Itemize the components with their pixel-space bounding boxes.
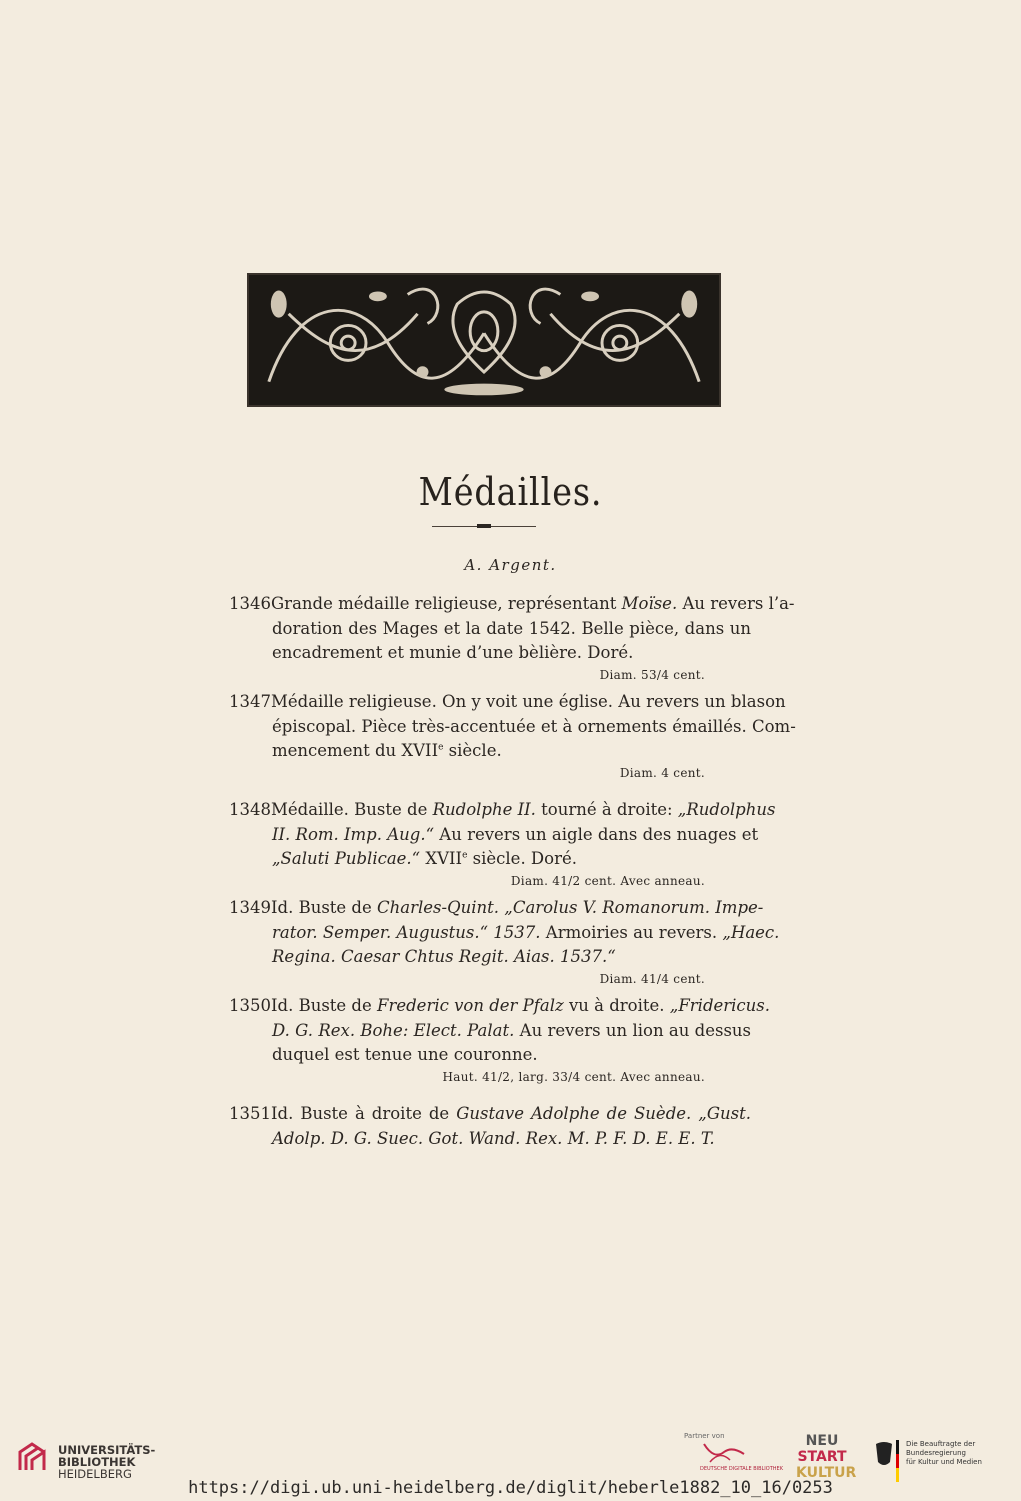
ddb-logo-icon — [700, 1440, 748, 1466]
text-run: e — [438, 742, 444, 753]
neustart-line: KULTUR — [796, 1465, 857, 1481]
section-heading: A. Argent. — [464, 556, 557, 574]
text-run: Regina. Caesar Chtus Regit. Aias. 1537.“ — [272, 947, 616, 966]
text-run: Frederic von der Pfalz — [377, 996, 564, 1015]
text-run: Rudolphe II. — [432, 800, 536, 819]
text-run: „Rudolphus — [677, 800, 776, 819]
text-run: duquel est tenue une couronne. — [272, 1045, 538, 1064]
text-run: II. Rom. Imp. Aug.“ — [272, 824, 435, 844]
entry-text — [271, 1102, 751, 1127]
text-run: cent. — [669, 971, 705, 986]
entry-dimension — [229, 1068, 751, 1086]
text-run: 1/2 — [490, 1069, 511, 1084]
text-run: Moïse. — [621, 594, 678, 613]
entry-line — [229, 896, 764, 921]
bkm-line: Die Beauftragte der Bundesregierung — [906, 1440, 976, 1457]
entry-line — [229, 690, 786, 715]
text-run: , larg. 3 — [510, 1069, 561, 1084]
library-name-line: HEIDELBERG — [58, 1467, 132, 1481]
entry-text — [271, 592, 795, 617]
catalogue-entry — [229, 690, 796, 782]
text-run: Adolp. D. G. Suec. Got. Wand. Rex. M. P. F. D. E. E. T. — [272, 1128, 715, 1148]
text-run: Charles-Quint. — [377, 898, 500, 917]
text-run: e — [462, 850, 468, 861]
entry-text — [272, 921, 779, 946]
entry-line — [229, 823, 759, 848]
bkm-text — [906, 1440, 1010, 1467]
entry-text — [272, 1019, 751, 1044]
entry-dimension — [229, 764, 751, 782]
entry-number: 1347 — [229, 692, 271, 711]
entry-line — [229, 994, 771, 1019]
entry-text — [271, 690, 786, 715]
entry-text — [272, 1127, 751, 1152]
text-run: XVII — [420, 849, 463, 868]
entry-line — [229, 798, 776, 823]
title-rule-ornament — [477, 524, 491, 528]
entry-line — [229, 1019, 751, 1044]
entry-line — [229, 921, 780, 946]
entry-text — [272, 1043, 751, 1068]
text-run: 3/4 — [648, 667, 670, 682]
library-name-line: BIBLIOTHEK — [58, 1455, 136, 1469]
text-run: 1/4 — [648, 971, 670, 986]
text-run: épiscopal. Pièce très-accentuée et à ornements émaillés. Com- — [272, 716, 796, 736]
entry-number: 1346 — [229, 594, 271, 613]
text-run: Armoiries au revers. — [540, 922, 723, 942]
entry-number: 1349 — [229, 898, 271, 917]
text-run: Médaille. Buste de — [271, 800, 433, 819]
text-run: cent. — [669, 667, 705, 682]
text-run: Au revers un aigle dans des nuages et — [434, 824, 759, 844]
entry-text — [271, 896, 763, 921]
ornament-illustration — [249, 275, 719, 405]
text-run: cent. Avec anneau. — [580, 1069, 705, 1084]
catalogue-entry — [229, 798, 776, 890]
text-run: vu à droite. — [563, 996, 670, 1015]
entry-dimension — [229, 872, 751, 890]
text-run: 3/4 — [560, 1069, 581, 1084]
text-run: Gustave Adolphe de Suède. — [456, 1104, 692, 1123]
text-run: „Gust. — [698, 1104, 751, 1123]
ddb-text: DEUTSCHE DIGITALE BIBLIOTHEK — [700, 1466, 783, 1472]
text-run: D. G. Rex. Bohe: Elect. Palat. — [272, 1020, 515, 1040]
text-run: 1/2 — [560, 873, 581, 888]
entry-dimension — [229, 666, 751, 684]
entry-number: 1350 — [229, 996, 271, 1015]
ornamental-headpiece — [247, 273, 721, 407]
library-name-line: UNIVERSITÄTS- — [58, 1443, 156, 1457]
text-run: Id. Buste de — [271, 996, 378, 1015]
entry-text — [272, 823, 758, 848]
catalogue-entry — [229, 994, 771, 1086]
text-run: doration des Mages et la date 1542. Belle pièce, dans un — [272, 618, 751, 638]
entry-line — [229, 739, 751, 764]
text-run: Id. Buste à droite de — [271, 1104, 457, 1123]
entry-text — [271, 798, 775, 823]
bkm-line: für Kultur und Medien — [906, 1458, 982, 1466]
text-run: Diam. 4 cent. — [619, 765, 705, 780]
entry-text — [272, 715, 796, 740]
text-run: Id. Buste de — [271, 898, 378, 917]
entry-number: 1348 — [229, 800, 271, 819]
text-run: Au revers l’a- — [677, 594, 795, 613]
catalogue-entry — [229, 896, 780, 988]
page-title: Médailles. — [418, 470, 603, 514]
catalogue-entry — [229, 1102, 751, 1151]
text-run: encadrement et munie d’une bèlière. Doré. — [272, 643, 634, 662]
entry-line — [229, 715, 796, 740]
text-run: „Carolus V. Romanorum. Impe- — [504, 898, 764, 917]
text-run: siècle. — [443, 741, 502, 760]
neustart-line: START — [797, 1449, 847, 1465]
entry-text — [272, 739, 751, 764]
neustart-line: NEU — [805, 1433, 839, 1449]
entry-text — [272, 945, 751, 970]
entry-line — [229, 1127, 751, 1152]
entry-line — [229, 641, 751, 666]
text-run: „Fridericus. — [669, 996, 771, 1015]
text-run: tourné à droite: — [535, 800, 678, 819]
catalogue-entry — [229, 592, 795, 684]
text-run: „Haec. — [722, 922, 780, 942]
text-run: Médaille religieuse. On y voit une église. Au revers un blason — [271, 692, 786, 711]
entry-dimension — [229, 970, 751, 988]
partner-label: Partner von — [684, 1432, 725, 1440]
entry-line — [229, 1043, 751, 1068]
text-run: cent. Avec anneau. — [580, 873, 705, 888]
text-run: mencement du XVII — [272, 741, 439, 760]
text-run: Grande médaille religieuse, représentant — [271, 594, 622, 613]
text-run: Diam. 4 — [510, 873, 561, 888]
text-run: Au revers un lion au dessus — [514, 1020, 752, 1040]
text-run: siècle. Doré. — [467, 849, 577, 868]
entry-line — [229, 847, 751, 872]
entry-line — [229, 592, 795, 617]
text-run: Haut. 4 — [442, 1069, 491, 1084]
neustart-kultur-logo — [796, 1433, 857, 1481]
entry-text — [272, 847, 751, 872]
entry-line — [229, 617, 751, 642]
university-library-logo-icon — [14, 1440, 50, 1476]
entry-line — [229, 1102, 751, 1127]
text-run: „Saluti Publicae.“ — [272, 849, 421, 868]
entry-text — [272, 641, 751, 666]
entry-line — [229, 945, 751, 970]
library-name — [58, 1444, 155, 1480]
text-run: Diam. 4 — [599, 971, 649, 986]
entry-number: 1351 — [229, 1104, 271, 1123]
text-run: rator. Semper. Augustus.“ 1537. — [272, 922, 541, 942]
entry-text — [272, 617, 751, 642]
text-run: Diam. 5 — [599, 667, 649, 682]
entry-text — [271, 994, 770, 1019]
page-url[interactable]: https://digi.ub.uni-heidelberg.de/diglit/heberle1882_10_16/0253 — [188, 1478, 833, 1498]
